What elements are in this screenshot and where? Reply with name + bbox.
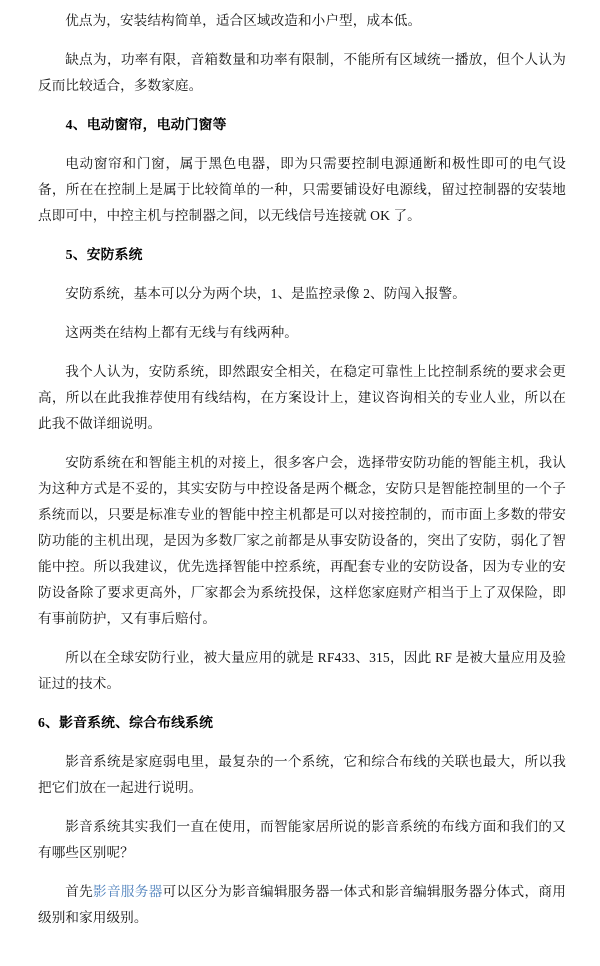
paragraph-section-4-body: 电动窗帘和门窗，属于黑色电器，即为只需要控制电源通断和极性即可的电气设备，所在在控制上是属于比较简单的一种，只需要铺设好电源线，留过控制器的安装地点即可中，中控主机与控制器之间，以无线信号连接就 OK 了。 [38,156,566,223]
heading-section-5: 5、安防系统 [65,247,143,262]
paragraph-av-question: 影音系统其实我们一直在使用，而智能家居所说的影音系统的布线方面和我们的又有哪些区别呢？ [38,819,566,860]
paragraph-advantages: 优点为，安装结构简单，适合区域改造和小户型，成本低。 [65,13,422,28]
paragraph-rf433: 所以在全球安防行业，被大量应用的就是 RF433、315，因此 RF 是被大量应用及验证过的技术。 [38,650,566,691]
paragraph-disadvantages: 缺点为，功率有限，音箱数量和功率有限制，不能所有区域统一播放，但个人认为反而比较适合，多数家庭。 [38,52,566,93]
paragraph-security-intro: 安防系统，基本可以分为两个块，1、是监控录像 2、防闯入报警。 [65,286,466,301]
paragraph-security-two-types: 这两类在结构上都有无线与有线两种。 [65,325,298,340]
heading-section-4: 4、电动窗帘，电动门窗等 [65,117,227,132]
heading-section-6: 6、影音系统、综合布线系统 [38,715,214,730]
av-server-link[interactable]: 影音服务器 [93,884,163,899]
paragraph-security-opinion: 我个人认为，安防系统，即然跟安全相关，在稳定可靠性上比控制系统的要求会更高，所以在此我推荐使用有线结构，在方案设计上，建议咨询相关的专业人业，所以在此我不做详细说明。 [38,364,566,431]
paragraph-av-intro: 影音系统是家庭弱电里，最复杂的一个系统，它和综合布线的关联也最大，所以我把它们放在一起进行说明。 [38,754,566,795]
paragraph-security-long: 安防系统在和智能主机的对接上，很多客户会，选择带安防功能的智能主机，我认为这种方式是不妥的，其实安防与中控设备是两个概念，安防只是智能控制里的一个子系统而以，只要是标准专业的智能中控主机都是可以对接控制的，而市面上多数的带安防功能的主机出现，是因为多数厂家之前都是从事安防设备的，突出了安防，弱化了智能中控。所以我建议，优先选择智能中控系统，再配套专业的安防设备，因为专业的安防设备除了要求更高外，厂家都会为系统投保，这样您家庭财产相当于上了双保险，即有事前防护，又有事后赔付。 [38,455,566,626]
paragraph-av-server [38,879,566,931]
av-server-suffix: 可以区分为影音编辑服务器一体式和影音编辑服务器分体式，商用级别和家用级别。 [38,884,567,925]
av-server-prefix: 首先 [65,884,94,899]
